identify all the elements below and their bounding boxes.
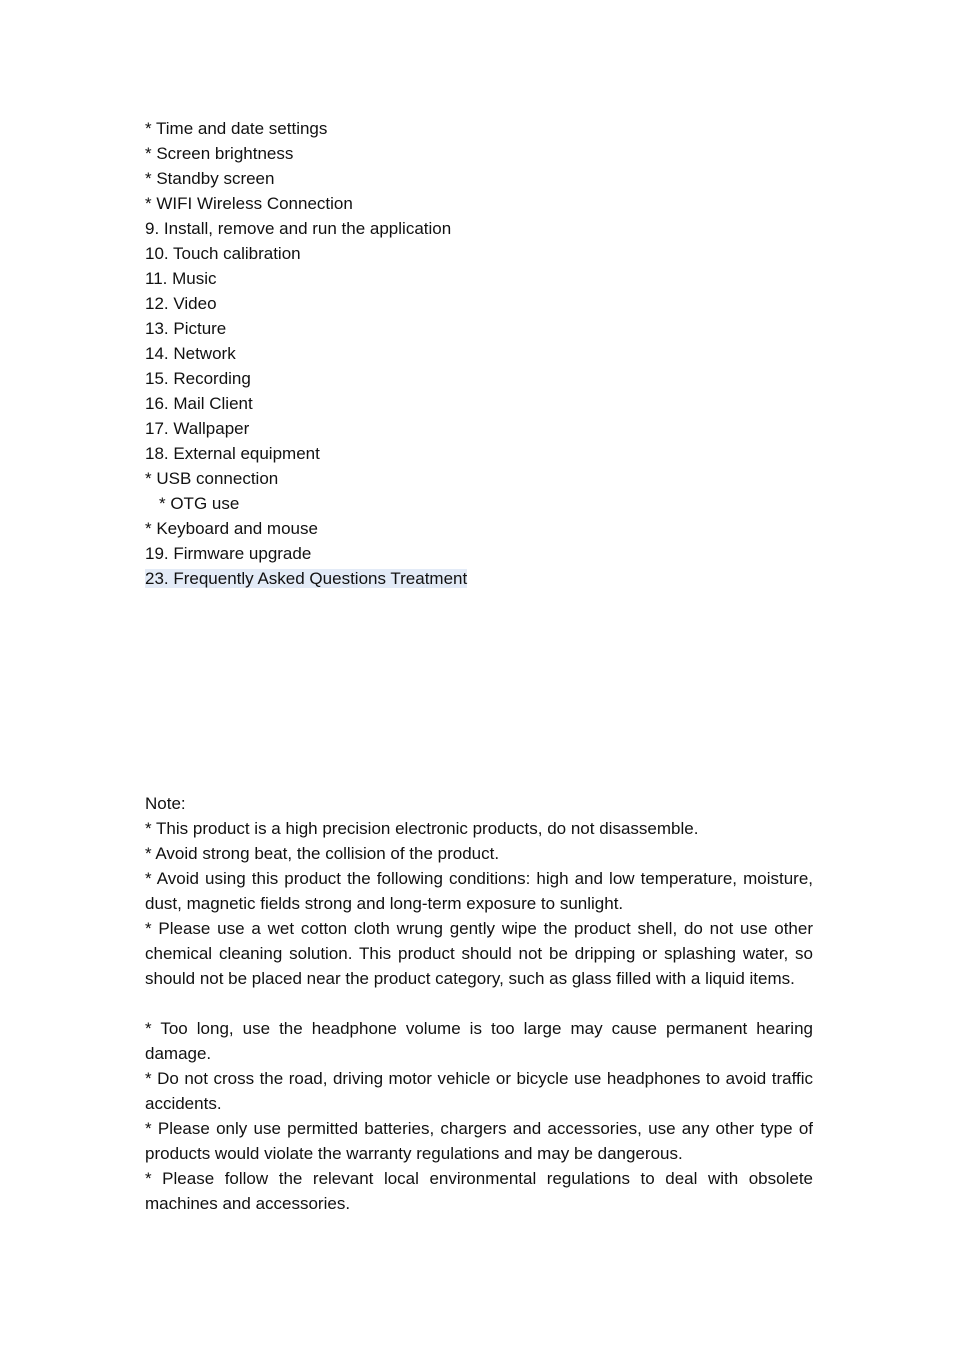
note-paragraph-conditions: * Avoid using this product the following conditions: high and low temperature, moisture, dust, magnetic fields strong and long-term exposure to sunlight. — [145, 869, 813, 913]
toc-item-music: 11. Music — [145, 269, 217, 288]
note-paragraph-traffic: * Do not cross the road, driving motor vehicle or bicycle use headphones to avoid traffic accidents. — [145, 1069, 813, 1113]
note-paragraph-headphone-volume: * Too long, use the headphone volume is too large may cause permanent hearing damage. — [145, 1019, 813, 1063]
notes-section — [145, 791, 813, 1216]
toc-item-usb-connection: * USB connection — [145, 469, 279, 488]
toc-item-picture: 13. Picture — [145, 319, 227, 338]
toc-item-network: 14. Network — [145, 344, 236, 363]
toc-item-firmware-upgrade: 19. Firmware upgrade — [145, 544, 312, 563]
toc-item-faq — [145, 566, 825, 591]
note-paragraph-cleaning: * Please use a wet cotton cloth wrung gently wipe the product shell, do not use other chemical cleaning solution. This product should not be dripping or splashing water, so should not be placed near the product category, such as glass filled with a liquid items. — [145, 919, 813, 988]
toc-item-time-date: * Time and date settings — [145, 119, 328, 138]
table-of-contents — [145, 116, 825, 591]
toc-item-external-equipment: 18. External equipment — [145, 444, 320, 463]
toc-item-otg-use: * OTG use — [159, 494, 240, 513]
toc-item-screen-brightness: * Screen brightness — [145, 144, 294, 163]
toc-item-wifi: * WIFI Wireless Connection — [145, 194, 353, 213]
note-paragraph-batteries: * Please only use permitted batteries, chargers and accessories, use any other type of products would violate the warranty regulations and may be dangerous. — [145, 1119, 813, 1163]
paragraph-spacer — [145, 991, 813, 1016]
toc-item-install-apps: 9. Install, remove and run the application — [145, 219, 452, 238]
toc-item-mail-client: 16. Mail Client — [145, 394, 253, 413]
toc-item-recording: 15. Recording — [145, 369, 251, 388]
note-paragraph-environment: * Please follow the relevant local environmental regulations to deal with obsolete machines and accessories. — [145, 1169, 813, 1213]
toc-item-video: 12. Video — [145, 294, 217, 313]
toc-item-standby-screen: * Standby screen — [145, 169, 275, 188]
toc-item-touch-calibration: 10. Touch calibration — [145, 244, 301, 263]
toc-item-keyboard-mouse: * Keyboard and mouse — [145, 519, 318, 538]
note-paragraph-disassemble: * This product is a high precision electronic products, do not disassemble. — [145, 819, 699, 838]
notes-title: Note: — [145, 794, 186, 813]
toc-item-wallpaper: 17. Wallpaper — [145, 419, 250, 438]
note-paragraph-strong-beat: * Avoid strong beat, the collision of the product. — [145, 844, 500, 863]
toc-item-faq-highlight: 23. Frequently Asked Questions Treatment — [145, 569, 468, 588]
